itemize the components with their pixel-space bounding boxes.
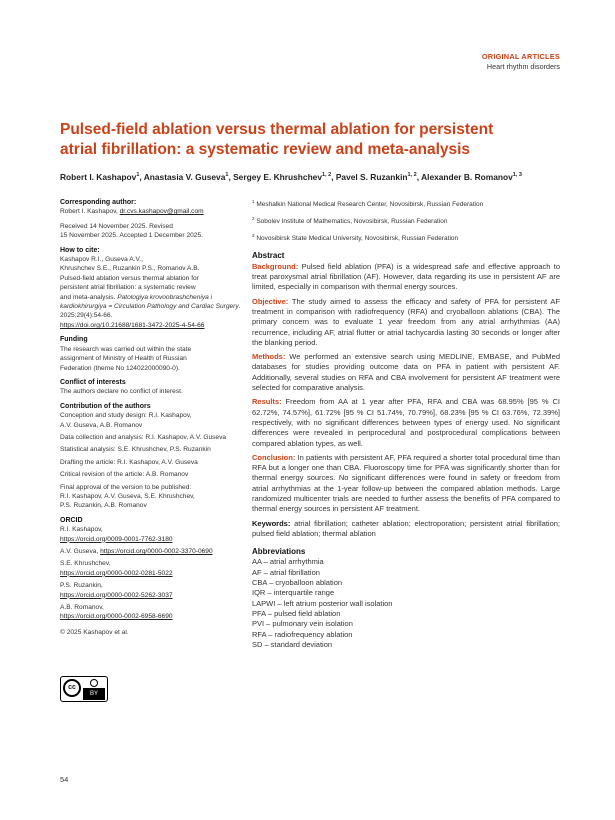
abbreviations-heading: Abbreviations <box>252 547 306 557</box>
contribution-line: Critical revision of the article: A.B. Romanov <box>60 471 189 479</box>
contribution-line: Statistical analysis: S.E. Khrushchev, P.S. Ruzankin <box>60 446 211 454</box>
affiliation-text: Sobolev Institute of Mathematics, Novosibirsk, Russian Federation <box>256 218 448 226</box>
affiliation-number: 3 <box>252 233 255 239</box>
article-title: Pulsed-field ablation versus thermal ablation for persistent atrial fibrillation: a systematic review and meta-analysis <box>60 121 494 158</box>
abstract-section-text: Pulsed field ablation (PFA) is a widespread safe and effective approach to treat paroxysmal atrial fibrillation (AF). However, data regarding its use in persistent AF are limited, especially in comparison with thermal energy sources. <box>252 261 560 292</box>
contribution-line: Data collection and analysis: R.I. Kashapov, A.V. Guseva <box>60 433 227 441</box>
author-affiliation-mark: 1 <box>136 172 140 179</box>
abstract-section-label: Methods: <box>252 352 286 362</box>
cite-line: Kashapov R.I., Guseva A.V., <box>60 256 143 264</box>
abbreviation-item: CBA – cryoballoon ablation <box>252 578 343 588</box>
abstract-section-label: Conclusion: <box>252 452 296 462</box>
dates-line: 15 November 2025. Accepted 1 December 2025. <box>60 232 203 240</box>
contribution-line: P.S. Ruzankin, A.B. Romanov <box>60 502 147 510</box>
orcid-author-name: S.E. Khrushchev, <box>60 560 111 568</box>
affiliation-number: 1 <box>252 199 255 204</box>
corresponding-author-email-link[interactable]: dr.cvs.kashapov@gmail.com <box>119 208 204 216</box>
corresponding-author-name: Robert I. Kashapov, <box>60 208 120 216</box>
funding-heading: Funding <box>60 336 88 344</box>
affiliation <box>252 215 560 226</box>
abbreviation-item: IQR – interquartile range <box>252 588 335 598</box>
abstract-heading: Abstract <box>252 251 285 261</box>
abstract-section-text: In patients with persistent AF, PFA required a shorter total procedural time than RFA but a longer one than CBA. Fluoroscopy time for PFA was significantly shorter than for thermal energy sources. No significant differences were found in safety or freedom from atrial arrhythmias at the 1-year follow-up between the compared ablation methods. Large randomized multicenter trials are needed to further assess the benefits of PFA compared to thermal energy sources in persistent AF treatment. <box>252 452 560 514</box>
affiliation <box>252 198 560 209</box>
orcid-heading: ORCID <box>60 516 83 524</box>
contribution-line: Conception and study design: R.I. Kashapov, <box>60 412 192 420</box>
abstract-section-label: Results: <box>252 397 282 407</box>
affiliation-text: Meshalkin National Medical Research Center, Novosibirsk, Russian Federation <box>256 201 484 209</box>
abstract-conclusion <box>252 453 560 515</box>
affiliation-text: Novosibirsk State Medical University, Novosibirsk, Russian Federation <box>256 235 459 243</box>
abstract-column <box>252 198 560 650</box>
keywords-text: atrial fibrillation; catheter ablation; electroporation; persistent atrial fibrillation; pulsed field ablation; thermal ablation <box>252 518 560 538</box>
dates-block <box>60 222 245 241</box>
author-list: Robert I. Kashapov$^1$, Anastasia V. Guseva$^1$, Sergey E. Khrushchev$^{1, 2}$, Pavel S. Ruzankin$^{1, 2}$, Alexander B. Romanov$^{1, 3}$ <box>60 172 522 182</box>
cite-line: and meta-analysis. <box>60 293 118 301</box>
article-info-column <box>60 198 245 642</box>
funding-line: Federation (theme No 124022000090-0). <box>60 364 180 372</box>
attribution-person-icon <box>90 679 98 687</box>
funding-line: assignment of Ministry of Health of Russian <box>60 355 187 363</box>
author-affiliation-mark: 1, 2 <box>322 172 332 179</box>
orcid-author-name: A.B. Romanov, <box>60 604 104 612</box>
funding-line: The research was carried out within the state <box>60 345 192 353</box>
abstract-results <box>252 397 560 448</box>
abstract-section-text: The study aimed to assess the efficacy and safety of PFA for persistent AF treatment in comparison with radiofrequency (RFA) and cryoballoon ablations (CBA). The primary concern was to evaluate 1 year freedom from any atrial arrhythmias (AA) recurrence, including AF, atrial flutter or atrial tachycardia lasting 30 seconds or longer after the blanking period. <box>252 296 560 347</box>
author-name: Pavel S. Ruzankin <box>335 172 408 182</box>
how-to-cite-heading: How to cite: <box>60 246 100 254</box>
orcid-author-name: A.V. Guseva, <box>60 548 101 555</box>
orcid-block <box>60 516 245 622</box>
dates-line: Received 14 November 2025. Revised <box>60 222 173 230</box>
abstract-background <box>252 262 560 293</box>
contribution-line: Final approval of the version to be published: <box>60 483 192 491</box>
abbreviation-item: PVI – pulmonary vein isolation <box>252 619 353 629</box>
copyright-notice: © 2025 Kashapov et al. <box>60 628 129 636</box>
keywords <box>252 519 560 540</box>
section-subcategory: Heart rhythm disorders <box>486 62 560 71</box>
orcid-author-name: R.I. Kashapov, <box>60 526 103 534</box>
conflict-text: The authors declare no conflict of interest. <box>60 388 183 396</box>
page-number: 54 <box>60 775 69 784</box>
contribution-line: R.I. Kashapov, A.V. Guseva, S.E. Khrushchev, <box>60 492 195 500</box>
corresponding-author-heading: Corresponding author: <box>60 199 137 206</box>
affiliation-number: 2 <box>252 216 255 222</box>
abbreviations-list <box>252 557 560 650</box>
cite-journal-name: Patologiya krovoobrashcheniya i kardiokhirurgiya = Circulation Pathology and Cardiac Surgery <box>60 293 239 311</box>
funding-block <box>60 335 245 373</box>
author-name: Sergey E. Khrushchev <box>233 172 322 182</box>
abstract-section-text: Freedom from AA at 1 year after PFA, RFA and CBA was 68.95% [95 % CI 62.72%, 74.57%], 61.72% [95 % CI 51.74%, 70.79%], 68.23% [95 % CI 63.76%, 72.39%] respectively, with no significant differences between types of energy used. No significant differences were revealed in periprocedural and postprocedural complications between compared ablation types, as well. <box>252 397 560 448</box>
cc-circle-icon: cc <box>63 679 81 697</box>
abstract-section-label: Objective: <box>252 296 289 306</box>
cite-line: Pulsed-field ablation versus thermal ablation for <box>60 274 199 282</box>
abbreviation-item: LAPWI – left atrium posterior wall isolation <box>252 598 393 608</box>
abstract-methods <box>252 352 560 393</box>
abbreviation-item: RFA – radiofrequency ablation <box>252 629 353 639</box>
section-category: ORIGINAL ARTICLES <box>481 52 560 61</box>
abbreviation-item: SD – standard deviation <box>252 639 333 649</box>
by-label: BY <box>83 688 105 700</box>
author-name: Robert I. Kashapov <box>60 172 137 182</box>
cite-doi-link[interactable]: https://doi.org/10.21688/1681-3472-2025-4-54-66 <box>60 321 205 329</box>
author-affiliation-mark: 1, 3 <box>512 172 522 179</box>
keywords-label: Keywords: <box>252 518 291 528</box>
orcid-link[interactable]: https://orcid.org/0000-0002-3370-0690 <box>100 548 213 555</box>
abbreviation-item: AA – atrial arrhythmia <box>252 557 324 567</box>
author-name: Alexander B. Romanov <box>421 172 513 182</box>
orcid-link[interactable]: https://orcid.org/0009-0001-7762-3180 <box>60 535 173 543</box>
abbreviation-item: AF – atrial fibrillation <box>252 567 320 577</box>
corresponding-author-block <box>60 198 245 217</box>
author-affiliation-mark: 1 <box>225 172 229 179</box>
abstract-section-text: We performed an extensive search using MEDLINE, EMBASE, and PubMed databases for studies providing outcome data on PFA in patient with persistent AF. Additionally, several studies on RFA and CBA involvement for persistent AF treatment were selected for comparative analysis. <box>252 352 560 393</box>
contribution-line: A.V. Guseva, A.B. Romanov <box>60 421 143 429</box>
cite-volume: . 2025;29(4):54-66. <box>60 303 241 320</box>
orcid-author-name: P.S. Ruzankin, <box>60 582 103 590</box>
orcid-link[interactable]: https://orcid.org/0000-0002-0281-5022 <box>60 569 173 577</box>
orcid-link[interactable]: https://orcid.org/0000-0002-6958-6690 <box>60 613 173 621</box>
affiliation <box>252 232 560 243</box>
conflict-block <box>60 378 245 397</box>
cite-line: Khrushchev S.E., Ruzankin P.S., Romanov A.B. <box>60 265 200 273</box>
cc-by-license-icon[interactable] <box>60 676 108 702</box>
contribution-heading: Contribution of the authors <box>60 402 151 410</box>
abstract-section-label: Background: <box>252 261 299 271</box>
orcid-link[interactable]: https://orcid.org/0000-0002-5262-3037 <box>60 591 173 599</box>
abstract-objective <box>252 297 560 348</box>
how-to-cite-block <box>60 246 245 331</box>
contribution-line: Drafting the article: R.I. Kashapov, A.V. Guseva <box>60 458 198 466</box>
author-name: Anastasia V. Guseva <box>143 172 226 182</box>
conflict-heading: Conflict of interests <box>60 378 126 386</box>
abbreviation-item: PFA – pulsed field ablation <box>252 608 341 618</box>
cite-line: persistent atrial fibrillation: a systematic review <box>60 284 196 292</box>
author-affiliation-mark: 1, 2 <box>407 172 417 179</box>
contribution-block <box>60 402 245 511</box>
